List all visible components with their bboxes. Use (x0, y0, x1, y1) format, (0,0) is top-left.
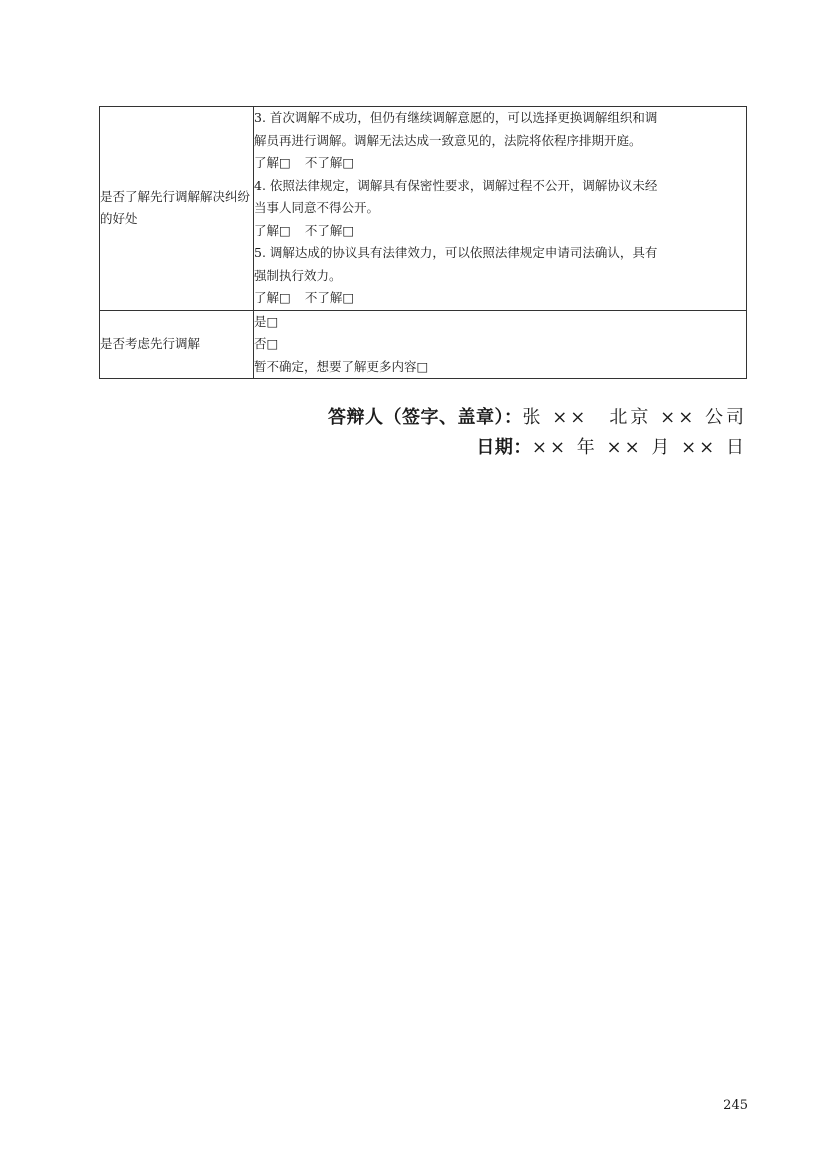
date-line (328, 433, 747, 463)
respondent-value: 张 ×× 北京 ×× 公司 (522, 407, 747, 428)
checkbox-understand[interactable]: 了解□ (254, 155, 291, 170)
dispute-form-table (99, 106, 747, 379)
date-label: 日期： (476, 437, 532, 458)
checkbox-not-understand[interactable]: 不了解□ (304, 155, 355, 170)
item-4-options (254, 220, 746, 243)
table-row-mediation-benefits (100, 107, 747, 311)
item-3-line-2: 解员再进行调解。调解无法达成一致意见的，法院将依程序排期开庭。 (254, 132, 642, 148)
page-number: 245 (723, 1098, 748, 1113)
item-5-line-1: 5. 调解达成的协议具有法律效力，可以依照法律规定申请司法确认，具有 (254, 245, 658, 260)
checkbox-understand[interactable]: 了解□ (254, 290, 291, 305)
item-5-options (254, 287, 746, 310)
item-4-line-2: 当事人同意不得公开。 (254, 200, 380, 215)
date-value: ×× 年 ×× 月 ×× 日 (531, 437, 747, 458)
item-3-options (254, 152, 746, 175)
item-5 (254, 242, 746, 310)
checkbox-not-understand[interactable]: 不了解□ (304, 290, 355, 305)
row-label-consider-mediation: 是否考虑先行调解 (100, 310, 254, 379)
signature-block (328, 403, 747, 463)
table-row-consider-mediation (100, 310, 747, 379)
row-content-consider-mediation (254, 310, 747, 379)
respondent-label: 答辩人（签字、盖章）： (328, 407, 523, 428)
item-3 (254, 107, 746, 175)
row-content-mediation-benefits (254, 107, 747, 311)
item-4-line-1: 4. 依照法律规定，调解具有保密性要求，调解过程不公开，调解协议未经 (254, 177, 658, 193)
checkbox-yes[interactable]: 是□ (254, 313, 279, 329)
item-3-line-1: 3. 首次调解不成功，但仍有继续调解意愿的，可以选择更换调解组织和调 (254, 110, 658, 125)
item-5-line-2: 强制执行效力。 (254, 267, 342, 283)
checkbox-no[interactable]: 否□ (254, 336, 279, 351)
row-label-mediation-benefits: 是否了解先行调解解决纠纷的好处 (100, 107, 254, 311)
respondent-line (328, 403, 747, 433)
checkbox-understand[interactable]: 了解□ (254, 222, 291, 238)
checkbox-undecided[interactable]: 暂不确定，想要了解更多内容□ (254, 358, 429, 374)
item-4 (254, 175, 746, 243)
checkbox-not-understand[interactable]: 不了解□ (304, 222, 355, 238)
